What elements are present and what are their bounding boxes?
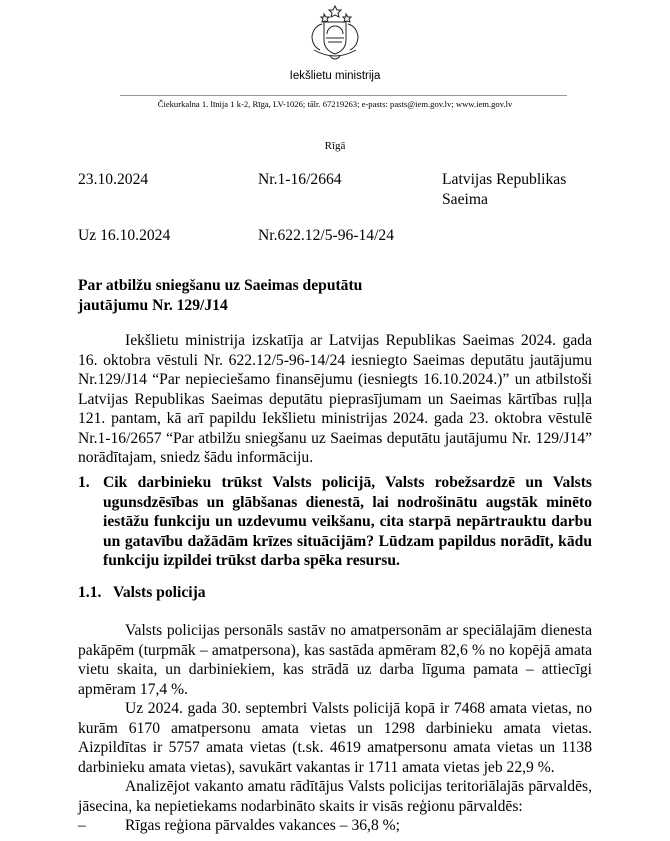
subject — [78, 276, 362, 315]
list-bullet: – — [78, 817, 86, 834]
body — [78, 621, 592, 836]
list-item — [78, 816, 592, 836]
paragraph: Analizējot vakanto amatu rādītājus Valsts policijas teritoriālajās pārvaldēs, jāsecina, ka nepietiekams nodarbināto skaits ir visās reģionu pārvaldēs: — [78, 778, 592, 815]
list-text: Rīgas reģiona pārvaldes vakances – 36,8 %; — [125, 817, 400, 834]
paragraph: Uz 2024. gada 30. septembri Valsts policijā kopā ir 7468 amata vietas, no kurām 6170 amatpersonu amata vietas un 1298 darbinieku amata vietas. Aizpildītas ir 5757 amata vietas (t.sk. 4619 amatpersonu amata vietas un 1138 darbinieku amata vietas), savukārt vakantas ir 1711 amata vietas jeb 22,9 %. — [78, 700, 592, 776]
intro-paragraph: Iekšlietu ministrija izskatīja ar Latvijas Republikas Saeimas 2024. gada 16. oktobra vēstuli Nr. 622.12/5-96-14/24 iesniegto Saeimas deputātu jautājumu Nr.129/J14 “Par nepieciešamo finansējumu (iesniegts 16.10.2024.)” un atbilstoši Latvijas Republikas Saeimas deputātu pieprasījumam un Saeimas kārtības ruļļa 121. pantam, kā arī papildu Iekšlietu ministrijas 2024. gada 23. oktobra vēstulē Nr.1-16/2657 “Par atbilžu sniegšanu uz Saeimas deputātu jautājumu Nr. 129/J14” norādītajam, sniedz šādu informāciju. — [78, 332, 592, 466]
coat-of-arms-logo — [300, 4, 370, 64]
recipient-line: Saeima — [442, 190, 488, 208]
place-of-issue: Rīgā — [324, 140, 346, 152]
document-date: 23.10.2024 — [78, 171, 149, 188]
section-number: 1.1. — [78, 584, 102, 601]
contact-address: Čiekurkalna 1. līnija 1 k-2, Rīga, LV-1026; tālr. 67219263; e-pasts: pasts@iem.gov.lv; www.iem.gov.lv — [157, 99, 513, 109]
question-number: 1. — [78, 474, 90, 491]
subject-line: jautājumu Nr. 129/J14 — [78, 296, 228, 314]
section-title: Valsts policija — [113, 584, 206, 601]
paragraph: Valsts policijas personāls sastāv no amatpersonām ar speciālajām dienesta pakāpēm (turpmāk – amatpersona), kas sastāda apmēram 82,6 % no kopējā amata vietu skaita, un darbiniekiem, kas strādā uz darba līguma pamata – attiecīgi apmēram 17,4 %. — [78, 622, 592, 698]
question-text: Cik darbinieku trūkst Valsts policijā, Valsts robežsardzē un Valsts ugunsdzēsības un glābšanas dienestā, lai nodrošinātu augstāk minēto iestāžu funkciju un uzdevumu veikšanu, cita starpā nepārtrauktu darbu un gatavību dažādām krīzes situācijām? Lūdzam papildus norādīt, kādu funkciju izpildei trūkst darba spēka resursu. — [103, 474, 592, 569]
subject-line: Par atbilžu sniegšanu uz Saeimas deputātu — [78, 277, 363, 294]
ministry-name: Iekšlietu ministrija — [289, 70, 381, 82]
header-divider — [120, 95, 567, 96]
recipient — [442, 170, 566, 209]
recipient-line: Latvijas Republikas — [442, 171, 567, 188]
question-1 — [78, 473, 592, 571]
document-number: Nr.1-16/2664 — [258, 171, 342, 188]
reference-number: Nr.622.12/5-96-14/24 — [258, 227, 395, 244]
section-heading — [78, 583, 206, 603]
reference-date: Uz 16.10.2024 — [78, 227, 171, 244]
